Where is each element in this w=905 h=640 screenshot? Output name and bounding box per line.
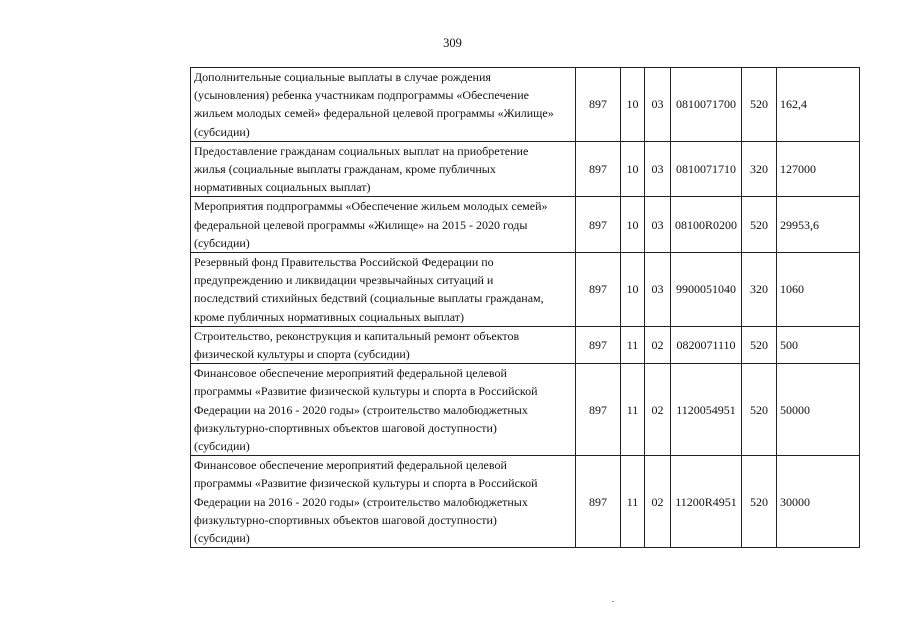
description-line: (субсидии): [194, 235, 250, 250]
target-article-code: 1120054951: [671, 364, 742, 456]
budget-table: [190, 67, 860, 548]
description-line: Федерации на 2016 - 2020 годы» (строительство малобюджетных: [194, 402, 528, 417]
grbs-code: 897: [576, 68, 621, 142]
subsection-code: 02: [645, 456, 671, 548]
scan-speck: [612, 601, 614, 602]
amount: 1060: [777, 253, 860, 327]
description-line: жилья (социальные выплаты гражданам, кроме публичных: [194, 162, 496, 177]
description-line: Резервный фонд Правительства Российской Федерации по: [194, 255, 494, 270]
section-code: 10: [621, 197, 645, 253]
target-article-code: 0810071700: [671, 68, 742, 142]
amount: 162,4: [777, 68, 860, 142]
target-article-code: 0810071710: [671, 141, 742, 197]
description-line: жильем молодых семей» федеральной целевой программы «Жилище»: [194, 106, 554, 121]
grbs-code: 897: [576, 364, 621, 456]
grbs-code: 897: [576, 197, 621, 253]
description-line: Дополнительные социальные выплаты в случае рождения: [194, 70, 491, 84]
section-code: 10: [621, 253, 645, 327]
table-row: [191, 364, 860, 456]
description-line: (усыновления) ребенка участникам подпрограммы «Обеспечение: [194, 88, 529, 103]
subsection-code: 03: [645, 197, 671, 253]
target-article-code: 11200R4951: [671, 456, 742, 548]
table-row: [191, 197, 860, 253]
amount: 50000: [777, 364, 860, 456]
expense-type-code: 520: [742, 456, 777, 548]
target-article-code: 08100R0200: [671, 197, 742, 253]
description-line: Финансовое обеспечение мероприятий федеральной целевой: [194, 458, 507, 473]
amount: 30000: [777, 456, 860, 548]
table-row: [191, 68, 860, 142]
description-line: программы «Развитие физической культуры и спорта в Российской: [194, 384, 538, 399]
expense-type-code: 520: [742, 326, 777, 363]
description-line: Мероприятия подпрограммы «Обеспечение жильем молодых семей»: [194, 199, 548, 214]
description-line: физкультурно-спортивных объектов шаговой доступности): [194, 512, 497, 527]
section-code: 11: [621, 456, 645, 548]
grbs-code: 897: [576, 326, 621, 363]
row-description: [191, 253, 576, 327]
row-description: [191, 326, 576, 363]
subsection-code: 02: [645, 364, 671, 456]
grbs-code: 897: [576, 456, 621, 548]
subsection-code: 03: [645, 253, 671, 327]
grbs-code: 897: [576, 253, 621, 327]
description-line: Федерации на 2016 - 2020 годы» (строительство малобюджетных: [194, 494, 528, 509]
target-article-code: 9900051040: [671, 253, 742, 327]
description-line: федеральной целевой программы «Жилище» на 2015 - 2020 годы: [194, 217, 528, 232]
target-article-code: 0820071110: [671, 326, 742, 363]
section-code: 11: [621, 364, 645, 456]
expense-type-code: 520: [742, 68, 777, 142]
row-description: [191, 197, 576, 253]
row-description: [191, 456, 576, 548]
description-line: Предоставление гражданам социальных выплат на приобретение: [194, 143, 529, 158]
expense-type-code: 320: [742, 141, 777, 197]
description-line: программы «Развитие физической культуры и спорта в Российской: [194, 476, 538, 491]
table-row: [191, 141, 860, 197]
description-line: последствий стихийных бедствий (социальные выплаты гражданам,: [194, 291, 544, 306]
subsection-code: 02: [645, 326, 671, 363]
description-line: кроме публичных нормативных социальных выплат): [194, 309, 465, 324]
table-row: [191, 326, 860, 363]
description-line: Финансовое обеспечение мероприятий федеральной целевой: [194, 366, 507, 381]
description-line: предупреждению и ликвидации чрезвычайных ситуаций и: [194, 273, 494, 288]
description-line: (субсидии): [194, 531, 250, 546]
row-description: [191, 141, 576, 197]
expense-type-code: 520: [742, 197, 777, 253]
amount: 29953,6: [777, 197, 860, 253]
subsection-code: 03: [645, 68, 671, 142]
description-line: физкультурно-спортивных объектов шаговой доступности): [194, 420, 497, 435]
subsection-code: 03: [645, 141, 671, 197]
grbs-code: 897: [576, 141, 621, 197]
row-description: [191, 68, 576, 142]
description-line: Строительство, реконструкция и капитальный ремонт объектов: [194, 328, 520, 343]
expense-type-code: 320: [742, 253, 777, 327]
description-line: (субсидии): [194, 439, 250, 454]
section-code: 10: [621, 68, 645, 142]
amount: 127000: [777, 141, 860, 197]
description-line: физической культуры и спорта (субсидии): [194, 347, 410, 362]
expense-type-code: 520: [742, 364, 777, 456]
page-number: 309: [443, 36, 462, 50]
amount: 500: [777, 326, 860, 363]
description-line: нормативных социальных выплат): [194, 180, 371, 195]
table-row: [191, 253, 860, 327]
row-description: [191, 364, 576, 456]
table-row: [191, 456, 860, 548]
section-code: 10: [621, 141, 645, 197]
description-line: (субсидии): [194, 124, 250, 139]
section-code: 11: [621, 326, 645, 363]
